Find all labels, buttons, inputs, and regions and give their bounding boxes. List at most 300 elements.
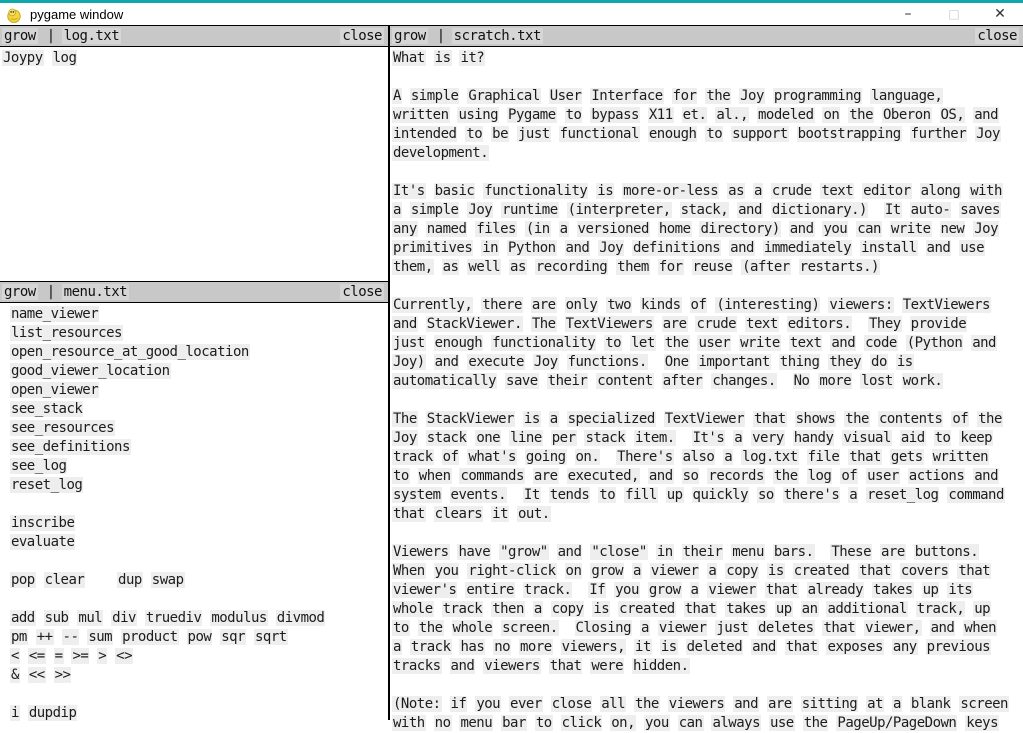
word[interactable]: using <box>458 107 499 123</box>
word[interactable]: It's <box>692 430 725 446</box>
word[interactable]: you <box>615 582 639 598</box>
word[interactable]: >= <box>72 648 89 664</box>
word[interactable]: No <box>793 373 810 389</box>
word[interactable]: very <box>752 430 784 446</box>
word[interactable]: open_viewer <box>10 382 99 398</box>
word[interactable]: no <box>494 639 511 655</box>
word[interactable]: <> <box>116 648 133 664</box>
close-button[interactable]: close <box>342 28 382 44</box>
word[interactable]: is <box>434 50 451 66</box>
word[interactable]: viewer, <box>865 620 921 636</box>
word[interactable]: a <box>640 620 649 636</box>
word[interactable]: clears <box>434 506 483 522</box>
word[interactable]: track, <box>916 601 965 617</box>
word[interactable]: div <box>112 610 136 626</box>
word[interactable]: the <box>664 335 689 351</box>
word[interactable]: their <box>547 373 588 389</box>
word[interactable]: mul <box>78 610 103 626</box>
word[interactable]: save <box>506 373 538 389</box>
word[interactable]: "close" <box>591 544 647 560</box>
word[interactable]: you <box>434 563 459 579</box>
word[interactable]: well <box>468 259 501 275</box>
word[interactable]: and <box>926 240 951 256</box>
word[interactable]: text <box>821 183 854 199</box>
word[interactable]: runtime <box>502 202 558 218</box>
word[interactable]: that <box>765 582 798 598</box>
word[interactable]: up <box>666 487 683 503</box>
word[interactable]: the <box>706 88 731 104</box>
word[interactable]: enough <box>434 335 483 351</box>
word[interactable]: that <box>549 658 582 674</box>
grow-button[interactable]: grow <box>394 28 426 44</box>
word[interactable]: and <box>565 240 590 256</box>
word[interactable]: simple <box>410 88 459 104</box>
word[interactable]: the <box>803 715 828 731</box>
word[interactable]: in <box>482 240 499 256</box>
word[interactable]: sqr <box>221 629 246 645</box>
word[interactable]: only <box>565 297 598 313</box>
word[interactable]: named <box>426 221 467 237</box>
word[interactable]: records <box>708 468 764 484</box>
word[interactable]: viewer <box>658 620 707 636</box>
word[interactable]: copy <box>726 563 758 579</box>
word[interactable]: quickly <box>692 487 749 503</box>
word[interactable]: and <box>930 620 955 636</box>
word[interactable]: crude <box>696 316 737 332</box>
word[interactable]: and <box>752 639 776 655</box>
word[interactable]: copy <box>551 601 584 617</box>
word[interactable]: then <box>492 601 524 617</box>
word[interactable]: fill <box>625 487 657 503</box>
word[interactable]: -- <box>62 629 79 645</box>
word[interactable]: ever <box>510 696 542 712</box>
word[interactable]: home <box>658 221 691 237</box>
word[interactable]: to <box>934 430 951 446</box>
word[interactable]: a <box>549 411 558 427</box>
word[interactable]: in <box>656 544 673 560</box>
word[interactable]: its <box>948 582 973 598</box>
word[interactable]: track <box>393 449 433 465</box>
grow-button[interactable]: grow <box>4 28 36 44</box>
word[interactable]: it <box>635 639 651 655</box>
word[interactable]: OS, <box>940 107 965 123</box>
word[interactable]: al., <box>716 107 749 123</box>
word[interactable]: The <box>531 316 556 332</box>
word[interactable]: can <box>678 715 703 731</box>
word[interactable]: and <box>972 335 996 351</box>
word[interactable]: deleted <box>686 639 743 655</box>
word[interactable]: that <box>849 449 881 465</box>
word[interactable]: track <box>410 639 451 655</box>
word[interactable]: changes. <box>712 373 776 389</box>
word[interactable]: thing <box>779 354 820 370</box>
word[interactable]: on, <box>611 715 636 731</box>
word[interactable]: blank <box>910 696 951 712</box>
word[interactable]: previous <box>926 639 991 655</box>
word[interactable]: of <box>442 449 459 465</box>
word[interactable]: and <box>450 658 475 674</box>
word[interactable]: gets <box>890 449 923 465</box>
word[interactable]: files <box>476 221 516 237</box>
word[interactable]: immediately <box>763 240 852 256</box>
word[interactable]: TextViewers <box>565 316 653 332</box>
word[interactable]: write <box>740 335 780 351</box>
word[interactable]: see_log <box>10 458 67 474</box>
word[interactable]: log <box>52 50 77 66</box>
word[interactable]: for <box>658 259 683 275</box>
word[interactable]: be <box>492 126 509 142</box>
word[interactable]: and <box>974 468 999 484</box>
word[interactable]: content <box>597 373 653 389</box>
word[interactable]: dictionary.) <box>771 202 867 218</box>
word[interactable]: of <box>952 411 969 427</box>
word[interactable]: swap <box>151 572 184 588</box>
word[interactable]: truediv <box>145 610 202 626</box>
word[interactable]: intended <box>393 126 457 142</box>
word[interactable]: bar <box>502 715 526 731</box>
word[interactable]: written <box>932 449 989 465</box>
word[interactable]: whole <box>393 601 433 617</box>
word[interactable]: auto- <box>910 202 951 218</box>
word[interactable]: are <box>767 696 792 712</box>
word[interactable]: additional <box>827 601 907 617</box>
word[interactable]: versioned <box>577 221 649 237</box>
word[interactable]: with <box>970 183 1002 199</box>
word[interactable]: Joy <box>599 240 624 256</box>
word[interactable]: it? <box>460 50 485 66</box>
word[interactable]: up <box>922 582 939 598</box>
word[interactable]: editor <box>863 183 911 199</box>
word[interactable]: is <box>523 411 540 427</box>
word[interactable]: for <box>672 88 697 104</box>
word[interactable]: menu <box>460 715 493 731</box>
word[interactable]: whole <box>452 620 493 636</box>
word[interactable]: TextViewers <box>902 297 990 313</box>
word[interactable]: to <box>599 487 616 503</box>
word[interactable]: modulus <box>211 610 267 626</box>
word[interactable]: execute <box>468 354 524 370</box>
word[interactable]: so <box>757 487 774 503</box>
word[interactable]: User <box>549 88 582 104</box>
word[interactable]: track <box>442 601 483 617</box>
word[interactable]: use <box>769 715 794 731</box>
word[interactable]: provide <box>910 316 967 332</box>
word[interactable]: ++ <box>36 629 53 645</box>
scratch-viewer-body[interactable] <box>390 47 1023 733</box>
word[interactable]: install <box>861 240 917 256</box>
word[interactable]: lost <box>861 373 893 389</box>
word[interactable]: a <box>533 601 542 617</box>
word[interactable]: use <box>960 240 985 256</box>
word[interactable]: user <box>867 468 899 484</box>
word[interactable]: and <box>974 107 999 123</box>
log-viewer-body[interactable] <box>0 47 388 281</box>
word[interactable]: of <box>690 297 707 313</box>
word[interactable]: There's <box>617 449 673 465</box>
word[interactable]: that <box>823 620 856 636</box>
word[interactable]: just <box>716 620 749 636</box>
word[interactable]: shows <box>795 411 836 427</box>
word[interactable]: sqrt <box>254 629 287 645</box>
word[interactable]: They <box>869 316 901 332</box>
word[interactable]: the <box>978 411 1002 427</box>
word[interactable]: there <box>482 297 522 313</box>
word[interactable]: let <box>630 335 655 351</box>
word[interactable]: Joy <box>468 202 493 218</box>
word[interactable]: new <box>940 221 965 237</box>
word[interactable]: handy <box>793 430 834 446</box>
word[interactable]: grow <box>648 582 681 598</box>
word[interactable]: development. <box>393 145 489 161</box>
word[interactable]: do <box>871 354 887 370</box>
word[interactable]: basic <box>434 183 475 199</box>
word[interactable]: see_stack <box>10 401 83 417</box>
word[interactable]: item. <box>635 430 675 446</box>
word[interactable]: add <box>10 610 35 626</box>
word[interactable]: that <box>393 506 425 522</box>
word[interactable]: command <box>948 487 1004 503</box>
close-icon[interactable]: ✕ <box>994 6 1006 22</box>
word[interactable]: and <box>434 354 459 370</box>
word[interactable]: to <box>393 620 409 636</box>
word[interactable]: can <box>857 221 881 237</box>
word[interactable]: definitions <box>633 240 721 256</box>
word[interactable]: out. <box>517 506 550 522</box>
word[interactable]: evaluate <box>10 534 75 550</box>
word[interactable]: Graphical <box>468 88 540 104</box>
word[interactable]: the <box>849 107 874 123</box>
word[interactable]: Joy <box>976 126 1000 142</box>
word[interactable]: created <box>793 563 850 579</box>
word[interactable]: << <box>28 667 45 683</box>
word[interactable]: file <box>807 449 840 465</box>
word[interactable]: menu <box>732 544 764 560</box>
word[interactable]: line <box>510 430 542 446</box>
word[interactable]: These <box>831 544 872 560</box>
word[interactable]: and <box>730 240 754 256</box>
word[interactable]: are <box>533 468 558 484</box>
word[interactable]: reset_log <box>10 477 83 493</box>
word[interactable]: Python <box>508 240 556 256</box>
word[interactable]: any <box>393 221 417 237</box>
word[interactable]: restarts.) <box>799 259 879 275</box>
word[interactable]: crude <box>771 183 812 199</box>
word[interactable]: text <box>789 335 822 351</box>
word[interactable]: at <box>867 696 883 712</box>
word[interactable]: name_viewer <box>10 306 99 322</box>
word[interactable]: viewer's <box>393 582 457 598</box>
word[interactable]: as <box>442 259 459 275</box>
word[interactable]: X11 <box>648 107 673 123</box>
word[interactable]: programming <box>773 88 862 104</box>
word[interactable]: actions <box>908 468 965 484</box>
word[interactable]: you <box>476 696 501 712</box>
word[interactable]: code <box>865 335 897 351</box>
word[interactable]: and <box>648 468 673 484</box>
word[interactable]: When <box>393 563 425 579</box>
close-button[interactable]: close <box>977 28 1017 44</box>
word[interactable]: a <box>708 563 717 579</box>
minimize-icon[interactable]: – <box>904 6 912 22</box>
word[interactable]: tends <box>549 487 590 503</box>
word[interactable]: (Python <box>906 335 963 351</box>
word[interactable]: right-click <box>468 563 556 579</box>
word[interactable]: One <box>664 354 689 370</box>
word[interactable]: just <box>393 335 425 351</box>
word[interactable]: you <box>823 221 848 237</box>
word[interactable]: A <box>393 88 401 104</box>
word[interactable]: log <box>807 468 832 484</box>
word[interactable]: simple <box>410 202 459 218</box>
word[interactable]: covers <box>900 563 949 579</box>
word[interactable]: screen. <box>502 620 558 636</box>
word[interactable]: were <box>591 658 624 674</box>
word[interactable]: Joy <box>393 430 417 446</box>
word[interactable]: write <box>890 221 931 237</box>
word[interactable]: to <box>466 126 483 142</box>
word[interactable]: dupdip <box>28 705 77 721</box>
word[interactable]: any <box>892 639 917 655</box>
word[interactable]: close <box>551 696 592 712</box>
word[interactable]: stack, <box>680 202 729 218</box>
word[interactable]: and <box>831 335 856 351</box>
word[interactable]: divmod <box>276 610 325 626</box>
word[interactable]: a <box>724 449 733 465</box>
word[interactable]: viewers, <box>561 639 626 655</box>
word[interactable]: buttons. <box>914 544 979 560</box>
word[interactable]: and <box>734 696 759 712</box>
word[interactable]: that <box>859 563 891 579</box>
word[interactable]: system <box>393 487 441 503</box>
word[interactable]: up <box>974 601 991 617</box>
word[interactable]: already <box>807 582 864 598</box>
word[interactable]: tracks <box>393 658 441 674</box>
word[interactable]: screen <box>960 696 1008 712</box>
word[interactable]: work. <box>902 373 943 389</box>
word[interactable]: reuse <box>692 259 733 275</box>
word[interactable]: is <box>660 639 677 655</box>
word[interactable]: when <box>964 620 997 636</box>
word[interactable]: (interpreter, <box>567 202 671 218</box>
word[interactable]: directory) <box>700 221 780 237</box>
word[interactable]: more <box>520 639 552 655</box>
word[interactable]: no <box>434 715 451 731</box>
word[interactable]: going <box>525 449 566 465</box>
word[interactable]: see_definitions <box>10 439 130 455</box>
word[interactable]: "grow" <box>500 544 548 560</box>
word[interactable]: Interface <box>591 88 663 104</box>
word[interactable]: there's <box>783 487 840 503</box>
word[interactable]: a <box>393 202 401 218</box>
word[interactable]: pop <box>10 572 35 588</box>
word[interactable]: pow <box>187 629 212 645</box>
word[interactable]: takes <box>726 601 766 617</box>
word[interactable]: is <box>593 601 610 617</box>
word[interactable]: hidden. <box>633 658 689 674</box>
word[interactable]: The <box>393 411 417 427</box>
word[interactable]: Currently, <box>393 297 473 313</box>
word[interactable]: when <box>418 468 451 484</box>
word[interactable]: et. <box>682 107 707 123</box>
word[interactable]: functionality <box>492 335 596 351</box>
word[interactable]: and <box>789 221 814 237</box>
word[interactable]: Joy <box>740 88 764 104</box>
word[interactable]: the <box>635 696 659 712</box>
word[interactable]: inscribe <box>10 515 75 531</box>
word[interactable]: recording <box>535 259 608 275</box>
word[interactable]: keep <box>960 430 993 446</box>
word[interactable]: important <box>698 354 770 370</box>
word[interactable]: modeled <box>758 107 814 123</box>
word[interactable]: functions. <box>567 354 647 370</box>
word[interactable]: log.txt <box>742 449 798 465</box>
word[interactable]: written <box>393 107 449 123</box>
word[interactable]: are <box>880 544 905 560</box>
word[interactable]: What <box>393 50 425 66</box>
word[interactable]: text <box>746 316 778 332</box>
word[interactable]: an <box>801 601 818 617</box>
word[interactable]: see_resources <box>10 420 115 436</box>
word[interactable]: stack <box>585 430 626 446</box>
word[interactable]: events. <box>450 487 507 503</box>
word[interactable]: viewer <box>650 563 699 579</box>
word[interactable]: functional <box>559 126 639 142</box>
word[interactable]: the <box>418 620 443 636</box>
word[interactable]: the <box>773 468 798 484</box>
word[interactable]: < <box>10 648 19 664</box>
word[interactable]: more <box>819 373 852 389</box>
word[interactable]: enough <box>648 126 697 142</box>
word[interactable]: along <box>920 183 961 199</box>
word[interactable]: (Note: <box>393 696 441 712</box>
word[interactable]: viewers <box>668 696 725 712</box>
word[interactable]: stack <box>426 430 467 446</box>
word[interactable]: (after <box>742 259 790 275</box>
word[interactable]: pm <box>10 629 27 645</box>
grow-button[interactable]: grow <box>4 284 36 300</box>
word[interactable]: viewer <box>708 582 756 598</box>
word[interactable]: with <box>393 715 425 731</box>
word[interactable]: on <box>565 563 582 579</box>
word[interactable]: contents <box>878 411 943 427</box>
word[interactable]: saves <box>960 202 1000 218</box>
word[interactable]: a <box>633 563 641 579</box>
word[interactable]: it <box>492 506 509 522</box>
word[interactable]: also <box>682 449 715 465</box>
word[interactable]: good_viewer_location <box>10 363 170 379</box>
word[interactable]: as <box>510 259 526 275</box>
word[interactable]: reset_log <box>867 487 939 503</box>
word[interactable]: It <box>884 202 901 218</box>
word[interactable]: It's <box>393 183 425 199</box>
word[interactable]: just <box>517 126 550 142</box>
word[interactable]: sitting <box>801 696 858 712</box>
word[interactable]: to <box>565 107 582 123</box>
word[interactable]: Joy) <box>393 354 425 370</box>
word[interactable]: i <box>10 705 19 721</box>
word[interactable]: a <box>849 487 858 503</box>
word[interactable]: primitives <box>393 240 473 256</box>
word[interactable]: a <box>559 221 568 237</box>
word[interactable]: is <box>597 183 614 199</box>
word[interactable]: >> <box>54 667 71 683</box>
word[interactable]: takes <box>873 582 913 598</box>
word[interactable]: their <box>682 544 723 560</box>
word[interactable]: more-or-less <box>623 183 719 199</box>
word[interactable]: bootstrapping <box>797 126 901 142</box>
word[interactable]: and <box>557 544 582 560</box>
word[interactable]: Oberon <box>882 107 931 123</box>
